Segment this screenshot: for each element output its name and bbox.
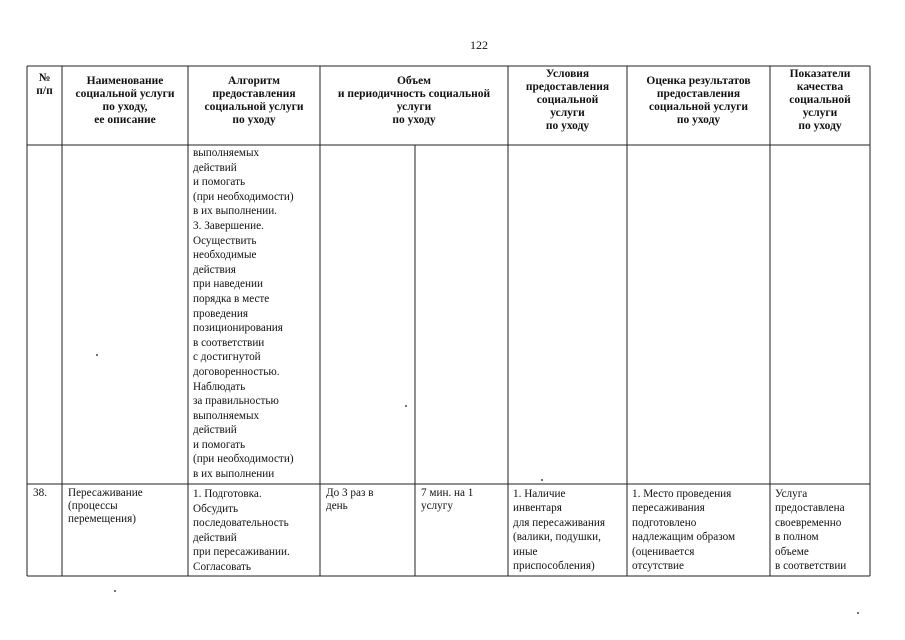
row-38-service-name: Пересаживание (процессы перемещения) — [68, 487, 143, 526]
header-volume: Объем и периодичность социальной услуги по уходу — [337, 75, 491, 126]
header-algorithm: Алгоритм предоставления социальной услуги по уходу — [204, 75, 304, 126]
header-evaluation: Оценка результатов предоставления социальной услуги по уходу — [646, 75, 751, 126]
scan-speck — [96, 354, 98, 356]
header-service-name: Наименование социальной услуги по уходу, ее описание — [75, 75, 175, 126]
header-quality: Показатели качества социальной услуги по уходу — [789, 68, 851, 132]
scan-speck — [405, 405, 407, 407]
row-38-conditions: 1. Наличие инвентаря для пересаживания (валики, подушки, иные приспособления) — [513, 488, 606, 573]
continued-algorithm-text: выполняемых действий и помогать (при необходимости) в их выполнении. 3. Завершение. Осуществить необходимые действия при наведении порядка в месте проведения позиционирования в соответствии с достигнутой договоренностью. Наблюдать за правильностью выполняемых действий и помогать (при необходимости) в их выполнении — [193, 147, 294, 481]
scan-speck — [114, 590, 116, 592]
row-38-frequency: До 3 раз в день — [326, 487, 374, 513]
row-38-evaluation: 1. Место проведения пересаживания подготовлено надлежащим образом (оценивается отсутствие — [632, 488, 736, 573]
row-38-quality: Услуга предоставлена своевременно в полном объеме в соответствии — [775, 488, 847, 573]
page-number: 122 — [470, 38, 488, 52]
header-number: № п/п — [36, 72, 53, 97]
row-38-number: 38. — [33, 487, 47, 499]
header-conditions: Условия предоставления социальной услуги по уходу — [525, 68, 610, 132]
scan-speck — [541, 479, 543, 481]
scan-speck — [857, 612, 859, 614]
row-38-algorithm: 1. Подготовка. Обсудить последовательность действий при пересаживании. Согласовать — [193, 488, 290, 573]
row-38-duration: 7 мин. на 1 услугу — [421, 487, 474, 513]
